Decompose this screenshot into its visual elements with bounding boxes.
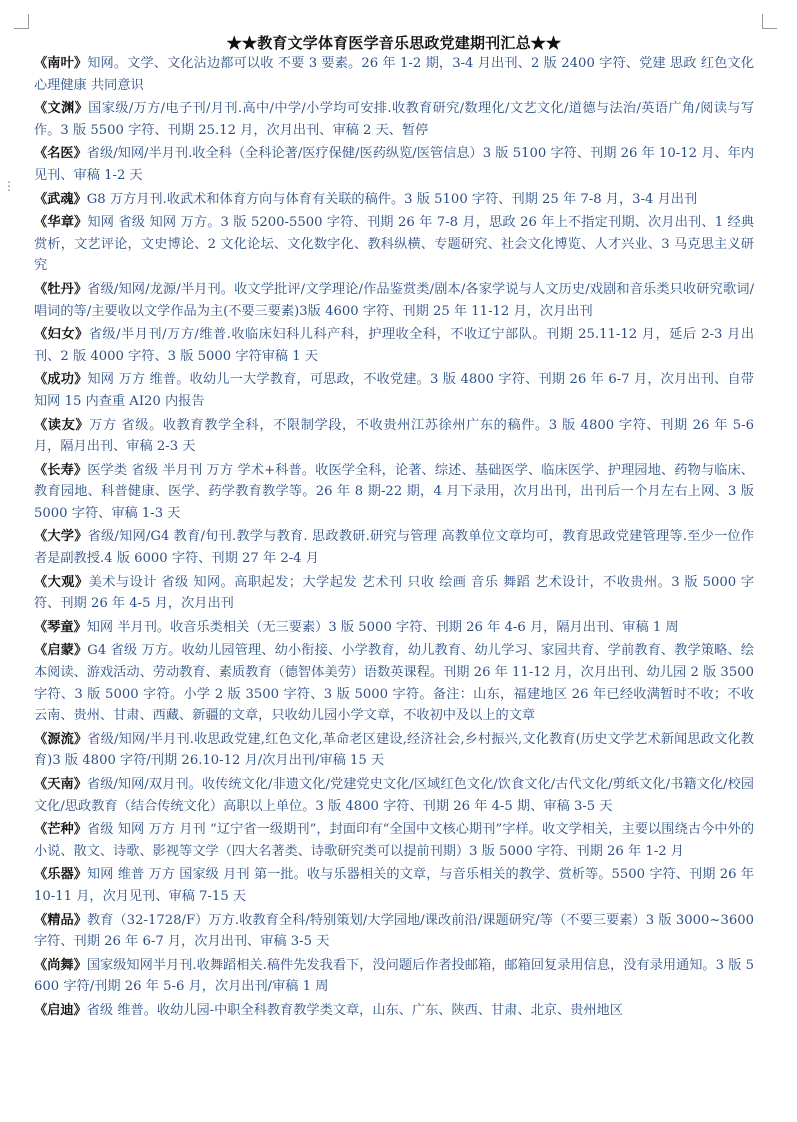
journal-description: 省级/半月刊/万方/维普.收临床妇科儿科产科，护理收全科，不收辽宁部队。刊期 25.11-12 月，延后 2-3 月出刊、2 版 4000 字符、3 版 5000 字符审稿 1 天 [34,327,755,364]
document-body [34,34,754,1024]
journal-list [34,53,754,1022]
journal-entry [34,460,754,525]
journal-entry [34,572,754,615]
journal-description: 省级/知网/半月刊.收思政党建,红色文化,革命老区建设,经济社会,乡村振兴,文化教育(历史文学艺术新闻思政文化教育)3 版 4800 字符/刊期 26.10-12 月/次月出刊/审稿 15 天 [34,731,754,769]
journal-description: 医学类 省级 半月刊 万方 学术+科普。收医学全科，论著、综述、基础医学、临床医学、护理园地、药物与临床、教育园地、科普健康、医学、药学教育教学等。26 年 8 期-22 期，4 月下录用，次月出刊，出刊后一个月左右上网、3 版 5000 字符、审稿 1-3 天 [34,462,754,521]
journal-description: 省级/知网/半月刊.收全科（全科论著/医疗保健/医药纵览/医管信息）3 版 5100 字符、刊期 26 年 10-12 月、年内见刊、审稿 1-2 天 [34,146,755,183]
journal-name: 《成功》 [34,372,88,388]
document-title: ★★教育文学体育医学音乐思政党建期刊汇总★★ [226,34,562,52]
journal-description: G4 省级 万方。收幼儿园管理、幼小衔接、小学教育，幼儿教育、幼儿学习、家园共育、学前教育、教学策略、绘本阅读、游戏活动、劳动教育、素质教育（德智体美劳）语数英课程。刊期 26 年 11-12 月，次月出刊、幼儿园 2 版 3500 字符、3 版 5000 字符。小学 2 版 3500 字符、3 版 5000 字符。备注：山东，福建地区 26 年已经收满暂时不收；不收云南、贵州、甘肃、西藏、新疆的文章，只收幼儿园小学文章，不收初中及以上的文章 [34,643,754,724]
journal-name: 《尚舞》 [34,957,87,973]
journal-name: 《琴童》 [34,619,87,635]
journal-entry [34,617,754,639]
journal-entry [34,774,754,817]
journal-entry [34,1000,754,1022]
journal-description: 省级/知网/龙源/半月刊。收文学批评/文学理论/作品鉴赏类/剧本/各家学说与人文历史/戏剧和音乐类只收研究歌词/唱词的等/主要收以文学作品为主(不要三要素)3版 4600 字符、刊期 25 年 11-12 月，次月出刊 [34,281,755,319]
journal-entry [34,415,754,458]
journal-description: 省级 知网 万方 月刊 “辽宁省一级期刊”，封面印有“全国中文核心期刊”字样。收文学相关，主要以围绕古今中外的小说、散文、诗歌、影视等文学（四大名著类、诗歌研究类可以提前刊期）3 版 5000 字符、刊期 26 年 1-2 月 [34,822,755,859]
margin-marker-icon: ⋮ [3,179,15,193]
journal-entry [34,324,754,367]
journal-entry [34,526,754,569]
journal-entry [34,864,754,907]
journal-name: 《华章》 [34,215,88,231]
journal-description: 省级 维普。收幼儿园-中职全科教育教学类文章，山东、广东、陕西、甘肃、北京、贵州地区 [86,1002,623,1018]
journal-name: 《乐器》 [34,867,87,883]
journal-description: 知网 省级 知网 万方。3 版 5200-5500 字符、刊期 26 年 7-8 月，思政 26 年上不指定刊期、次月出刊、1 经典赏析，文艺评论，文史博论、2 文化论坛、文化数字化、教科纵横、专题研究、社会文化博览、人才兴业、3 马克思主义研究 [34,215,755,274]
journal-name: 《长寿》 [34,462,88,478]
journal-description: 知网。文学、文化沾边都可以收 不要 3 要素。26 年 1-2 期，3-4 月出刊、2 版 2400 字符、党建 思政 红色文化 心理健康 共同意识 [34,56,755,93]
journal-description: 万方 省级。收教育教学全科，不限制学段，不收贵州江苏徐州广东的稿件。3 版 4800 字符、刊期 26 年 5-6 月，隔月出刊、审稿 2-3 天 [34,417,754,455]
journal-entry [34,53,754,96]
journal-name: 《芒种》 [34,822,88,838]
journal-description: 国家级/万方/电子刊/月刊.高中/中学/小学均可安排.收教育研究/数理化/文艺文化/道德与法治/英语广角/阅读与写作。3 版 5500 字符、刊期 25.12 月，次月出刊、审稿 2 天、暂停 [34,101,755,138]
journal-name: 《妇女》 [34,327,89,343]
page-corner-mark-top-right [762,14,777,29]
journal-description: 省级/知网/双月刊。收传统文化/非遗文化/党建党史文化/区域红色文化/饮食文化/古代文化/剪纸文化/书籍文化/校园文化/思政教育（结合传统文化）高职以上单位。3 版 4800 字符、刊期 26 年 4-5 期、审稿 3-5 天 [34,777,754,814]
journal-name: 《南叶》 [34,56,88,71]
journal-entry [34,640,754,726]
journal-entry [34,729,754,772]
journal-entry [34,279,754,322]
page-corner-mark-top-left [14,14,29,29]
journal-entry [34,369,754,412]
journal-name: 《武魂》 [34,191,87,207]
journal-name: 《名医》 [34,146,87,162]
journal-description: 国家级知网半月刊.收舞蹈相关.稿件先发我看下，没问题后作者投邮箱，邮箱回复录用信息，没有录用通知。3 版 5600 字符/刊期 26 年 5-6 月，次月出刊/审稿 1 周 [34,957,755,995]
journal-name: 《读友》 [34,417,90,433]
journal-description: 知网 半月刊。收音乐类相关（无三要素）3 版 5000 字符、刊期 26 年 4-6 月，隔月出刊、审稿 1 周 [86,619,679,635]
journal-name: 《文渊》 [34,101,89,117]
journal-description: 知网 万方 维普。收幼儿一大学教育，可思政，不收党建。3 版 4800 字符、刊期 26 年 6-7 月，次月出刊、自带知网 15 内查重 AI20 内报告 [34,372,754,409]
journal-description: 知网 维普 万方 国家级 月刊 第一批。收与乐器相关的文章，与音乐相关的教学、赏析等。5500 字符、刊期 26 年 10-11 月，次月见刊、审稿 7-15 天 [34,867,755,904]
journal-entry [34,819,754,862]
journal-name: 《大学》 [34,529,88,545]
journal-description: 省级/知网/G4 教育/旬刊.教学与教育. 思政教研.研究与管理 高教单位文章均可，教育思政党建管理等.至少一位作者是副教授.4 版 6000 字符、刊期 27 年 2-4 月 [34,529,755,567]
journal-name: 《牡丹》 [34,281,88,297]
journal-name: 《精品》 [34,912,87,928]
journal-entry [34,98,754,141]
journal-description: G8 万方月刊.收武术和体育方向与体育有关联的稿件。3 版 5100 字符、刊期 25 年 7-8 月，3-4 月出刊 [86,191,698,207]
journal-description: 教育（32-1728/F）万方.收教育全科/特别策划/大学园地/课改前沿/课题研究/等（不要三要素）3 版 3000~3600 字符、刊期 26 年 6-7 月，次月出刊、审稿 3-5 天 [34,912,755,950]
journal-entry [34,910,754,953]
journal-name: 《大观》 [34,574,89,590]
journal-name: 《源流》 [34,731,88,747]
journal-name: 《天南》 [34,777,87,792]
journal-name: 《启迪》 [34,1002,87,1018]
journal-description: 美术与设计 省级 知网。高职起发；大学起发 艺术刊 只收 绘画 音乐 舞蹈 艺术设计，不收贵州。3 版 5000 字符、刊期 26 年 4-5 月，次月出刊 [34,574,755,612]
journal-entry [34,143,754,186]
journal-entry [34,955,754,998]
journal-name: 《启蒙》 [34,643,88,659]
journal-entry [34,189,754,211]
journal-entry [34,212,754,277]
